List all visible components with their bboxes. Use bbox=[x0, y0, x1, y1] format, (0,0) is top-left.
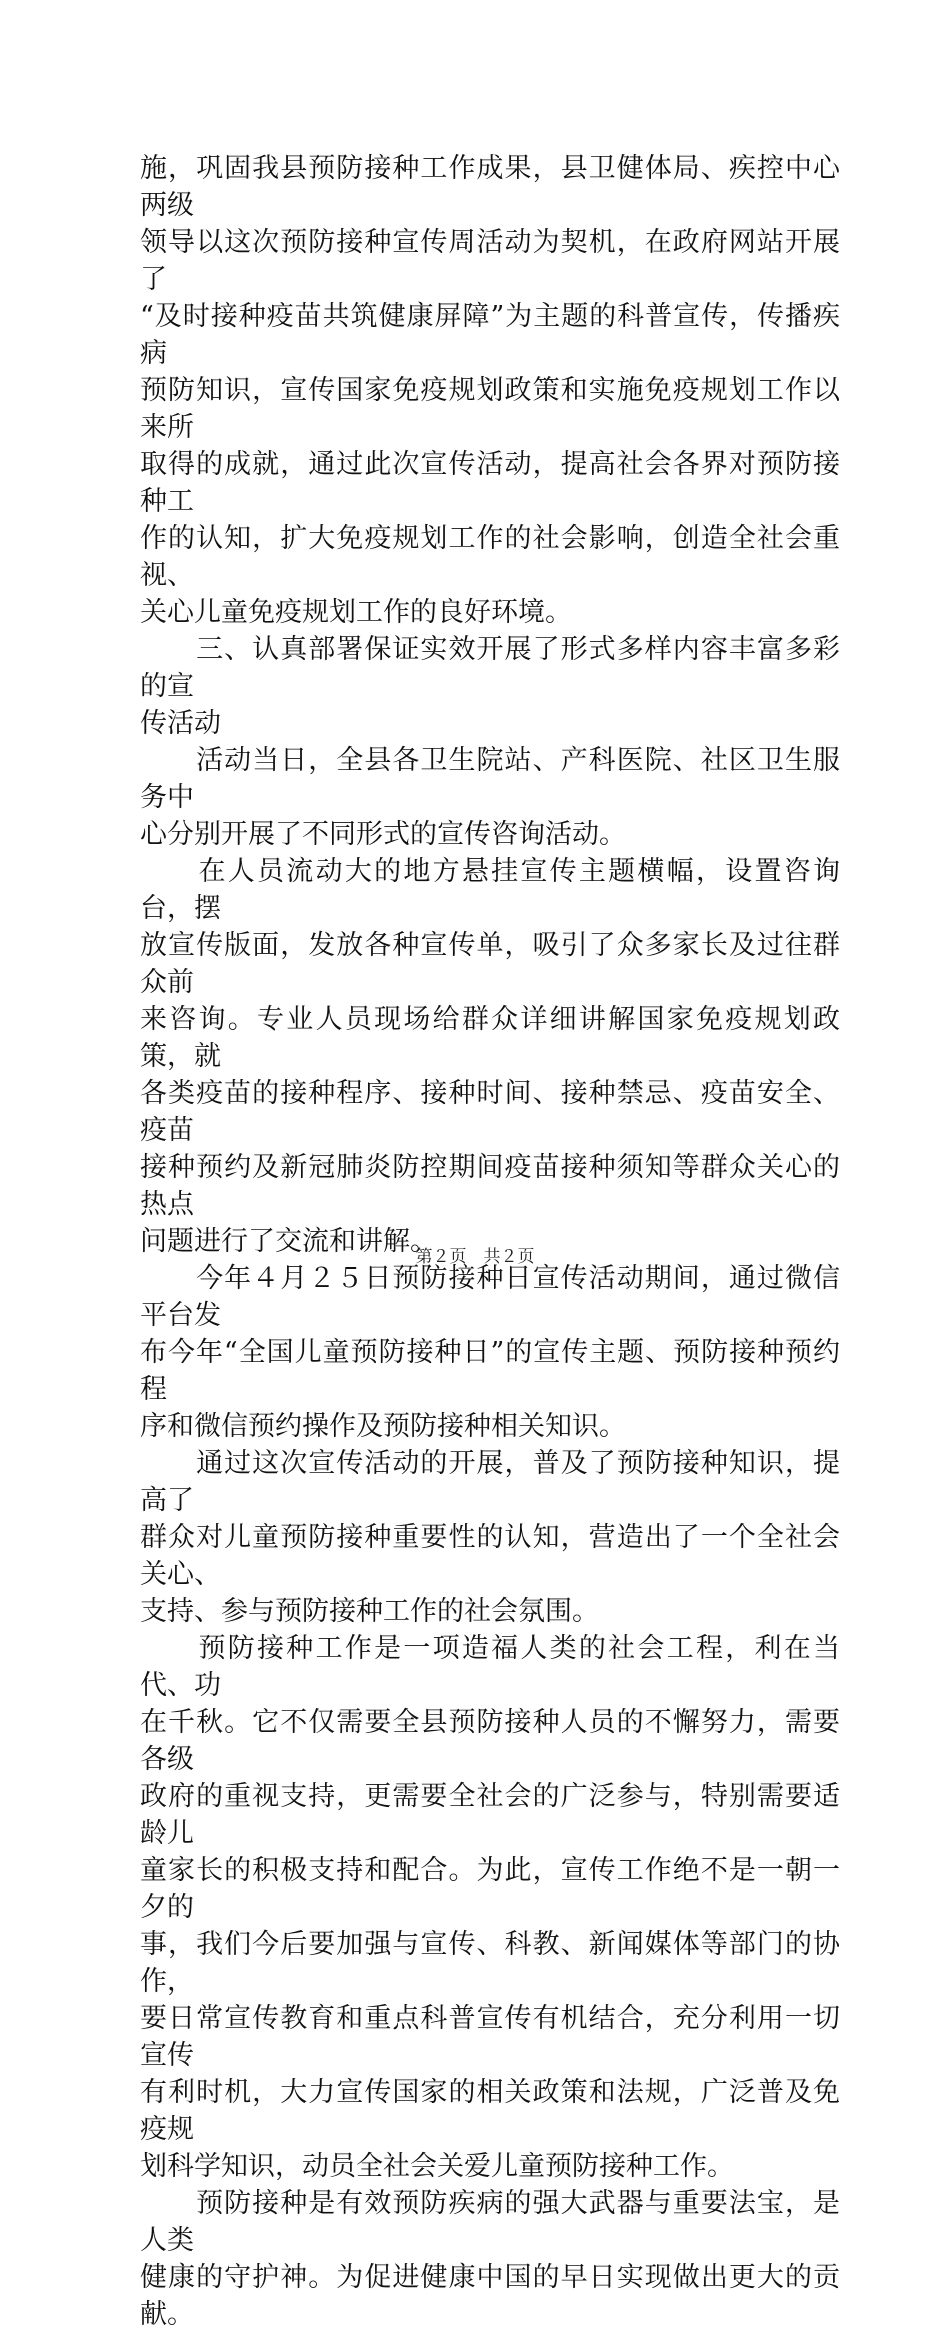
paragraph-8: 预防接种是有效预防疾病的强大武器与重要法宝，是人类 健康的守护神。为促进健康中国的早日实现做出更大的贡献。 bbox=[140, 2188, 840, 2330]
paragraph-6: 通过这次宣传活动的开展，普及了预防接种知识，提高了 群众对儿童预防接种重要性的认知，营造出了一个全社会关心、 支持、参与预防接种工作的社会氛围。 bbox=[140, 1448, 840, 1627]
paragraph-1: 施，巩固我县预防接种工作成果，县卫健体局、疾控中心两级 领导以这次预防接种宣传周活动为契机，在政府网站开展了 “及时接种疫苗共筑健康屏障”为主题的科普宣传，传播疾病 预防知识，宣传国家免疫规划政策和实施免疫规划工作以来所 取得的成就，通过此次宣传活动，提高社会各界对预防接种工 作的认知，扩大免疫规划工作的社会影响，创造全社会重视、 关心儿童免疫规划工作的良好环境。 bbox=[140, 153, 840, 628]
page-number-footer: 第２页 共２页 bbox=[415, 1247, 535, 1267]
paragraph-3: 活动当日，全县各卫生院站、产科医院、社区卫生服务中 心分别开展了不同形式的宣传咨询活动。 bbox=[140, 745, 840, 850]
paragraph-4: 在人员流动大的地方悬挂宣传主题横幅，设置咨询台，摆 放宣传版面，发放各种宣传单，吸引了众多家长及过往群众前 来咨询。专业人员现场给群众详细讲解国家免疫规划政策，就 各类疫苗的接种程序、接种时间、接种禁忌、疫苗安全、疫苗 接种预约及新冠肺炎防控期间疫苗接种须知等群众关心的热点 问题进行了交流和讲解。 bbox=[140, 856, 840, 1257]
paragraph-7: 预防接种工作是一项造福人类的社会工程，利在当代、功 在千秋。它不仅需要全县预防接种人员的不懈努力，需要各级 政府的重视支持，更需要全社会的广泛参与，特别需要适龄儿 童家长的积极支持和配合。为此，宣传工作绝不是一朝一夕的 事，我们今后要加强与宣传、科教、新闻媒体等部门的协作， 要日常宣传教育和重点科普宣传有机结合，充分利用一切宣传 有利时机，大力宣传国家的相关政策和法规，广泛普及免疫规 划科学知识，动员全社会关爱儿童预防接种工作。 bbox=[140, 1633, 840, 2182]
paragraph-2: 三、认真部署保证实效开展了形式多样内容丰富多彩的宣 传活动 bbox=[140, 634, 840, 739]
paragraph-5: 今年４月２５日预防接种日宣传活动期间，通过微信平台发 布今年“全国儿童预防接种日”的宣传主题、预防接种预约程 序和微信预约操作及预防接种相关知识。 bbox=[140, 1263, 840, 1442]
